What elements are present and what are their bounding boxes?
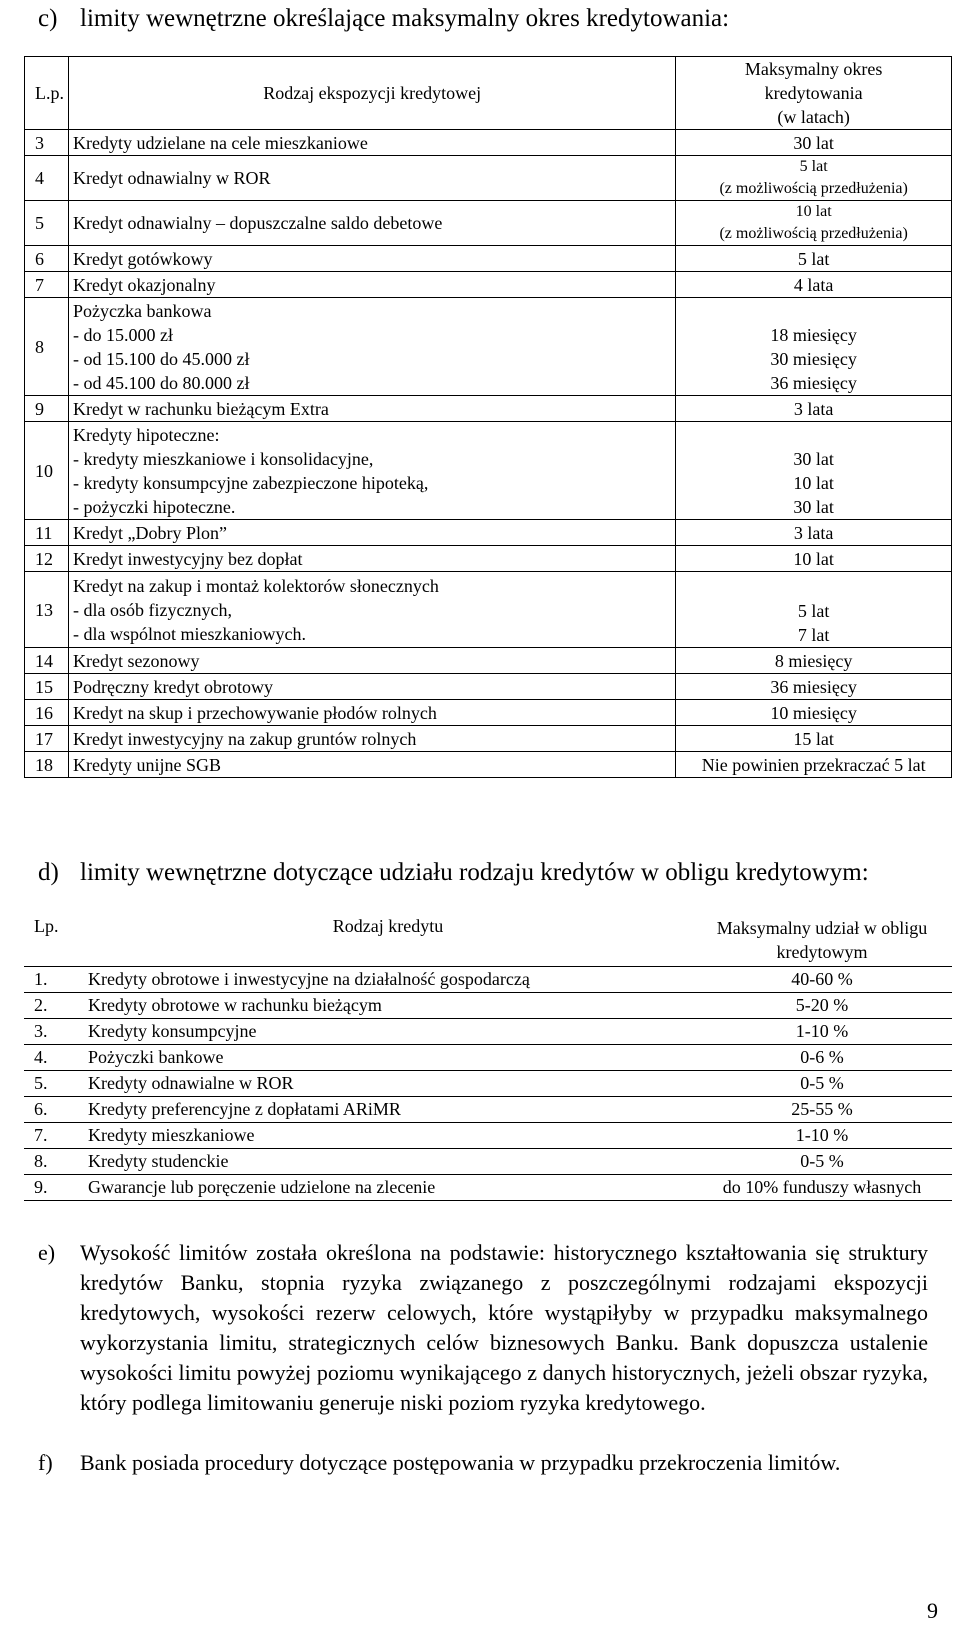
table-row <box>25 674 952 700</box>
header-share-line-2: kredytowym <box>776 941 868 962</box>
row-type: Kredyt okazjonalny <box>69 272 676 298</box>
row-type: Kredyt na skup i przechowywanie płodów rolnych <box>69 700 676 726</box>
row-type: Gwarancje lub poręczenie udzielone na zlecenie <box>84 1174 692 1200</box>
row-share: 0-5 % <box>692 1148 952 1174</box>
row-lp: 14 <box>25 648 69 674</box>
row-value-line: 18 miesięcy <box>770 325 857 345</box>
table-row <box>25 201 952 246</box>
row-line: Kredyty hipoteczne: <box>73 424 220 445</box>
row-type: Kredyty obrotowe i inwestycyjne na działalność gospodarczą <box>84 966 692 992</box>
page-number: 9 <box>927 1598 938 1623</box>
credit-share-table-body <box>24 966 952 1200</box>
row-lp: 5. <box>24 1070 84 1096</box>
row-type: Kredyt odnawialny – dopuszczalne saldo debetowe <box>69 201 676 246</box>
section-d-title: limity wewnętrzne dotyczące udziału rodzaju kredytów w obligu kredytowym: <box>80 859 869 886</box>
table-row <box>24 1018 952 1044</box>
row-value-main: 10 lat <box>795 203 832 220</box>
row-type: Kredyty udzielane na cele mieszkaniowe <box>69 130 676 156</box>
table-header-row <box>24 914 952 966</box>
row-value <box>676 156 952 201</box>
row-line: - pożyczki hipoteczne. <box>73 496 236 517</box>
row-value: 3 lata <box>676 520 952 546</box>
row-type: Podręczny kredyt obrotowy <box>69 674 676 700</box>
row-share: 0-5 % <box>692 1070 952 1096</box>
row-value: 15 lat <box>676 726 952 752</box>
header-type: Rodzaj kredytu <box>84 914 692 966</box>
row-type <box>69 572 676 648</box>
row-lp: 17 <box>25 726 69 752</box>
row-value <box>676 422 952 520</box>
header-lp: L.p. <box>25 57 69 130</box>
row-value-line: 10 lat <box>793 473 834 493</box>
section-d-heading <box>38 858 869 888</box>
row-share: do 10% funduszy własnych <box>692 1174 952 1200</box>
row-share: 1-10 % <box>692 1018 952 1044</box>
row-lp: 15 <box>25 674 69 700</box>
header-period-line-3: (w latach) <box>777 107 850 127</box>
row-type: Kredyty preferencyjne z dopłatami ARiMR <box>84 1096 692 1122</box>
row-value: 30 lat <box>676 130 952 156</box>
row-value: 5 lat <box>676 246 952 272</box>
row-value-main: 5 lat <box>799 158 828 175</box>
table-row <box>25 272 952 298</box>
row-lp: 3. <box>24 1018 84 1044</box>
row-line: - do 15.000 zł <box>73 324 173 345</box>
table-row <box>24 1096 952 1122</box>
row-lp: 18 <box>25 752 69 778</box>
table-row <box>25 648 952 674</box>
row-value: 3 lata <box>676 396 952 422</box>
row-lp: 7 <box>25 272 69 298</box>
table-row <box>25 422 952 520</box>
row-lp: 9. <box>24 1174 84 1200</box>
row-lp: 1. <box>24 966 84 992</box>
header-lp: Lp. <box>24 914 84 966</box>
table-row <box>25 520 952 546</box>
row-type: Pożyczki bankowe <box>84 1044 692 1070</box>
header-period-line-1: Maksymalny okres <box>744 59 883 79</box>
row-value: 10 lat <box>676 546 952 572</box>
row-value-note: (z możliwością przedłużenia) <box>719 180 908 197</box>
row-lp: 3 <box>25 130 69 156</box>
header-period-line-2: kredytowania <box>764 83 863 103</box>
header-share-line-1: Maksymalny udział w obligu <box>716 917 928 938</box>
credit-share-table <box>24 914 952 1201</box>
table-row <box>25 752 952 778</box>
row-type: Kredyt „Dobry Plon” <box>69 520 676 546</box>
row-type: Kredyty konsumpcyjne <box>84 1018 692 1044</box>
row-type: Kredyty obrotowe w rachunku bieżącym <box>84 992 692 1018</box>
row-value: Nie powinien przekraczać 5 lat <box>676 752 952 778</box>
row-value <box>676 201 952 246</box>
table-row <box>24 966 952 992</box>
table-row <box>24 1122 952 1148</box>
header-share <box>692 914 952 966</box>
row-type: Kredyt inwestycyjny bez dopłat <box>69 546 676 572</box>
table-row <box>24 1070 952 1096</box>
table-row <box>25 572 952 648</box>
row-type <box>69 298 676 396</box>
row-lp: 7. <box>24 1122 84 1148</box>
row-type: Kredyt odnawialny w ROR <box>69 156 676 201</box>
table-row <box>25 246 952 272</box>
section-d-label: d) <box>38 859 59 886</box>
table-row <box>24 1174 952 1200</box>
row-type: Kredyty mieszkaniowe <box>84 1122 692 1148</box>
row-lp: 8 <box>25 298 69 396</box>
row-share: 25-55 % <box>692 1096 952 1122</box>
row-lp: 9 <box>25 396 69 422</box>
row-lp: 5 <box>25 201 69 246</box>
row-value: 8 miesięcy <box>676 648 952 674</box>
row-type: Kredyt inwestycyjny na zakup gruntów rolnych <box>69 726 676 752</box>
row-share: 0-6 % <box>692 1044 952 1070</box>
table-row <box>24 1044 952 1070</box>
row-line: - dla osób fizycznych, <box>73 599 232 620</box>
row-line: - od 15.100 do 45.000 zł <box>73 348 250 369</box>
header-period <box>676 57 952 130</box>
section-f-text: Bank posiada procedury dotyczące postępowania w przypadku przekroczenia limitów. <box>80 1450 841 1475</box>
row-type: Kredyty odnawialne w ROR <box>84 1070 692 1096</box>
section-e-label: e) <box>38 1240 56 1265</box>
row-value-line: 7 lat <box>797 625 830 645</box>
row-share: 5-20 % <box>692 992 952 1018</box>
table-row <box>25 156 952 201</box>
table-row <box>25 726 952 752</box>
row-type: Kredyty studenckie <box>84 1148 692 1174</box>
table-row <box>25 396 952 422</box>
row-type: Kredyt gotówkowy <box>69 246 676 272</box>
row-value <box>676 298 952 396</box>
credit-period-table <box>24 56 952 778</box>
row-lp: 4. <box>24 1044 84 1070</box>
table-row <box>24 992 952 1018</box>
row-type: Kredyty unijne SGB <box>69 752 676 778</box>
row-value-line: 30 lat <box>793 449 834 469</box>
row-lp: 12 <box>25 546 69 572</box>
row-value: 4 lata <box>676 272 952 298</box>
row-lp: 4 <box>25 156 69 201</box>
row-line: Pożyczka bankowa <box>73 300 212 321</box>
section-e-paragraph <box>38 1238 928 1418</box>
table-row <box>25 130 952 156</box>
row-lp: 6 <box>25 246 69 272</box>
row-lp: 8. <box>24 1148 84 1174</box>
row-type <box>69 422 676 520</box>
section-c-label: c) <box>38 5 58 32</box>
row-lp: 13 <box>25 572 69 648</box>
row-line: Kredyt na zakup i montaż kolektorów słonecznych <box>73 575 439 596</box>
row-type: Kredyt w rachunku bieżącym Extra <box>69 396 676 422</box>
row-lp: 10 <box>25 422 69 520</box>
section-c-title: limity wewnętrzne określające maksymalny okres kredytowania: <box>80 5 730 32</box>
row-value-line: 30 lat <box>793 497 834 517</box>
section-c-heading <box>38 4 729 34</box>
row-value <box>676 572 952 648</box>
row-line: - od 45.100 do 80.000 zł <box>73 372 250 393</box>
section-f-label: f) <box>38 1450 53 1475</box>
row-share: 40-60 % <box>692 966 952 992</box>
table-row <box>25 546 952 572</box>
row-line: - kredyty mieszkaniowe i konsolidacyjne, <box>73 448 374 469</box>
row-line: - kredyty konsumpcyjne zabezpieczone hipoteką, <box>73 472 429 493</box>
row-value: 36 miesięcy <box>676 674 952 700</box>
row-lp: 2. <box>24 992 84 1018</box>
table-row <box>25 298 952 396</box>
table-row <box>24 1148 952 1174</box>
section-e-text: Wysokość limitów została określona na podstawie: historycznego kształtowania się struktury kredytów Banku, stopnia ryzyka związanego z poszczególnymi rodzajami ekspozycji kredytowych, wysokości rezerw celowych, które wystąpiłyby w przypadku maksymalnego wykorzystania limitu, strategicznych celów biznesowych Banku. Bank dopuszcza ustalenie wysokości limitu powyżej poziomu wynikającego z danych historycznych, jeżeli obszar ryzyka, który podlega limitowaniu generuje niski poziom ryzyka kredytowego. <box>80 1240 928 1415</box>
row-type: Kredyt sezonowy <box>69 648 676 674</box>
row-lp: 16 <box>25 700 69 726</box>
row-value-line: 30 miesięcy <box>770 349 857 369</box>
row-value-line: 36 miesięcy <box>770 373 857 393</box>
row-share: 1-10 % <box>692 1122 952 1148</box>
row-value-line: 5 lat <box>797 601 830 621</box>
table-header-row <box>25 57 952 130</box>
row-lp: 11 <box>25 520 69 546</box>
section-f-paragraph <box>38 1448 928 1478</box>
row-lp: 6. <box>24 1096 84 1122</box>
row-value-note: (z możliwością przedłużenia) <box>719 225 908 242</box>
header-type: Rodzaj ekspozycji kredytowej <box>69 57 676 130</box>
table-row <box>25 700 952 726</box>
row-line: - dla wspólnot mieszkaniowych. <box>73 623 306 644</box>
row-value: 10 miesięcy <box>676 700 952 726</box>
